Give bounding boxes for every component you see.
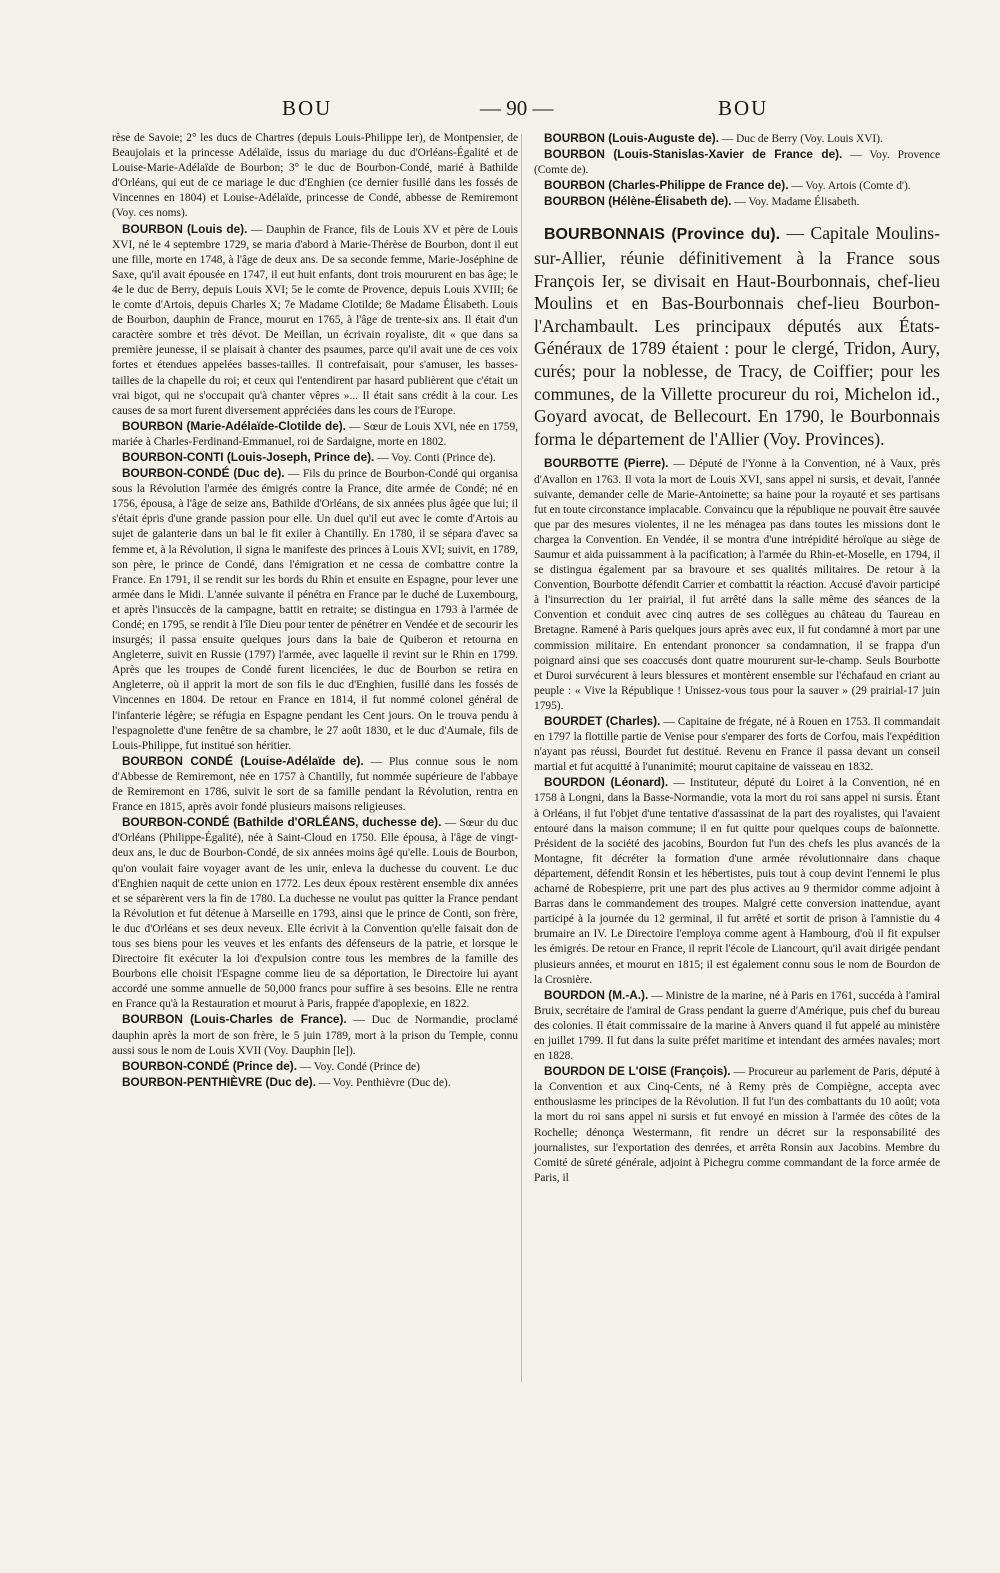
entry-headword: BOURBON-PENTHIÈVRE (Duc de).: [122, 1074, 317, 1089]
entry-marie-adelaide-clotilde: BOURBON (Marie-Adélaïde-Clotilde de). — Sœur de Louis XVI, née en 1759, mariée à Charles-Ferdinand-Emmanuel, roi de Sardaigne, morte en 1802.: [112, 418, 518, 448]
entry-headword: BOURBON (Hélène-Élisabeth de).: [544, 194, 732, 209]
running-head: [0, 96, 1000, 126]
entry-headword: BOURBON (Louis-Auguste de).: [544, 131, 719, 145]
entry-louise-adelaide: BOURBON CONDÉ (Louise-Adélaïde de). — Plus connue sous le nom d'Abbesse de Remiremont, née en 1757 à Chantilly, fut nommée supérieure de l'abbaye de Remiremont en 1786, suivit le sort de sa famille pendant la Révolution, rentra en France en 1815, après avoir fondé plusieurs maisons religieuses.: [112, 753, 518, 814]
entry-headword: BOURBON (Charles-Philippe de France de).: [544, 178, 789, 193]
entry-headword: BOURBON-CONDÉ (Bathilde d'ORLÉANS, duchesse de).: [122, 815, 442, 830]
entry-louis-charles: BOURBON (Louis-Charles de France). — Duc de Normandie, proclamé dauphin après la mort de son frère, le 5 juin 1789, mort à la prison du Temple, connu aussi sous le nom de Louis XVII (Voy. Dauphin [le]).: [112, 1012, 518, 1057]
entry-headword: BOURBOTTE (Pierre).: [544, 456, 669, 471]
entry-headword: BOURDET (Charles).: [544, 714, 661, 728]
entry-headword: BOURBON (Louis de).: [122, 221, 248, 236]
right-column: [534, 131, 940, 1186]
entry-headword: BOURBON (Louis-Charles de France).: [122, 1012, 347, 1027]
entry-headword: BOURBON-CONDÉ (Prince de).: [122, 1058, 298, 1073]
entry-bourbonnais: BOURBONNAIS (Province du). — Capitale Moulins-sur-Allier, réunie définitivement à la France sous François Ier, se divisait en Haut-Bourbonnais, chef-lieu Moulins et en Bas-Bourbonnais chef-lieu Bourbon-l'Archambault. Les principaux députés aux États-Généraux de 1789 étaient : pour le clergé, Tridon, Aury, curés; pour la noblesse, de Tracy, de Coiffier; pour les communes, de la Villette procureur du roi, Michelon id., Goyard avocat, de Bellecourt. En 1790, le Bourbonnais forma le département de l'Allier (Voy. Provinces).: [534, 223, 941, 449]
entry-headword: BOURBONNAIS (Province du).: [544, 226, 781, 244]
entry-headword: BOURBON-CONTI (Louis-Joseph, Prince de).: [122, 449, 375, 464]
entry-louis-stanislas-xavier: BOURBON (Louis-Stanislas-Xavier de France de). — Voy. Provence (Comte de).: [534, 147, 941, 177]
running-head-right: BOU: [718, 96, 769, 120]
entry-bourdon-ma: BOURDON (M.-A.). — Ministre de la marine, né à Paris en 1761, succéda à l'amiral Bruix, secrétaire de l'amiral de Grass pendant la guerre d'Amérique, puis chef du bureau des colonies. Il était commissaire de la marine à Anvers quand il fut appelé au ministère en juillet 1799. Il fut dans la suite préfet maritime et intendant des armées navales; mort en 1828.: [534, 987, 940, 1063]
entry-headword: BOURBON CONDÉ (Louise-Adélaïde de).: [122, 753, 364, 768]
left-column: [112, 131, 518, 1091]
column-divider: [521, 134, 522, 1382]
entry-helene-elisabeth: BOURBON (Hélène-Élisabeth de). — Voy. Madame Élisabeth.: [544, 194, 860, 209]
entry-headword: BOURDON (Léonard).: [544, 775, 669, 790]
entry-louis-auguste: BOURBON (Louis-Auguste de). — Duc de Berry (Voy. Louis XVI).: [544, 131, 883, 145]
entry-bathilde-orleans: BOURBON-CONDÉ (Bathilde d'ORLÉANS, duchesse de). — Sœur du duc d'Orléans (Philippe-Égalité), née à Saint-Cloud en 1750. Elle épousa, à l'âge de vingt-deux ans, le duc de Bourbon-Condé, de six années moins âgé qu'elle. Louis de Bourbon, qu'on voulait faire voyager avant de les unir, enleva la duchesse du couvent. Le duc d'Enghien naquit de cette union en 1772. Les deux époux restèrent ensemble dix années et se séparèrent vers la fin de 1780. La duchesse ne voulut pas quitter la France pendant la Révolution et fut détenue à Marseille en 1793, ainsi que le prince de Conti, son frère, le duc d'Orléans et ses deux neveux. Elle écrivit à la Convention qu'elle faisait don de tous ses biens pour les veuves et les enfants des défenseurs de la patrie, et lorsque le Directoire fit exécuter la loi d'expulsion contre tous les membres de la famille des Bourbons elle choisit l'Espagne comme lieu de sa déportation, le Directoire lui ayant accordé une somme annuelle de 50,000 francs pour suffire à ses besoins. Elle ne rentra en France qu'à la Restauration et mourut à Paris, frappée d'apoplexie, en 1822.: [112, 815, 518, 1011]
entry-bourbon-conde-duc: BOURBON-CONDÉ (Duc de). — Fils du prince de Bourbon-Condé qui organisa sous la Révolution l'armée des émigrés contre la France, dite armée de Condé; né en 1756, épousa, à l'âge de seize ans, Bathilde d'Orléans, de six années plus âgée que lui; il s'était épris d'une grande passion pour elle. Un duel qu'il eut avec le comte d'Artois au sujet de galanterie dans un bal le fit exiler à Chantilly. En 1780, il se sépara d'avec sa femme et, à la Révolution, il signa le manifeste des princes à Louis XVI; suivit, en 1789, son père, le prince de Condé, dans l'émigration et ne cessa de combattre contre la France. En 1791, il se rendit sur les bords du Rhin et ensuite en Espagne, pour lever une armée dans le Midi. L'année suivante il pénétra en France par le duché de Luxembourg, et après l'insuccès de la campagne, battit en retraite; se distingua en 1793 à l'armée de Condé; en 1795, se rendit à l'île Dieu pour tenter de pénétrer en Vendée et de secourir les insurgés; il passa ensuite quelques jours dans la baie de Quiberon et retourna en Angleterre, suivit en Russie (1797) l'armée, avec laquelle il revint sur le Rhin en 1799. Après que les troupes de Condé furent licenciées, le duc de Bourbon se retira en Angleterre, où il apprit la mort de son fils le duc d'Enghien, fusillé dans les fossés de Vincennes en 1804. De retour en France en 1814, il fut nommé colonel général de l'infanterie légère; se réfugia en Espagne pendant les Cent jours. On le trouva pendu à l'espagnolette d'une fenêtre de sa chambre, le 27 août 1830, et le duc d'Aumale, fils de Louis-Philippe, fut institué son héritier.: [112, 466, 518, 752]
running-head-left: BOU: [282, 96, 333, 120]
entry-bourdon-leonard: BOURDON (Léonard). — Instituteur, député du Loiret à la Convention, né en 1758 à Longni, dans la Basse-Normandie, vota la mort du roi sans appel ni sursis. Étant à Orléans, il fut l'objet d'une tentative d'assassinat de la part des royalistes, qui l'avaient entouré dans la maison commune; il en fut quitte pour quelques coups de baïonnette. Président de la société des jacobins, Bourdon fut l'un des chefs les plus avancés de la Montagne, fit décréter la formation d'une armée révolutionnaire dans chaque département, défendit Ronsin et les hébertistes, puis tout à coup devint l'ennemi le plus acharné de Robespierre, prit une part des plus actives au 9 thermidor comme adjoint à Barras dans le commandement des troupes. Malgré cette conversion inattendue, ayant participé à la journée du 12 germinal, il fut arrêté et sortit de prison à l'amnistie du 4 brumaire an IV. Le Directoire l'employa comme agent à Hambourg, d'où il fit expulser les émigrés. De retour en France, il reprit l'école de Liancourt, qu'il avait dirigée pendant plusieurs années, et mourut en 1815; il est également connu sous le nom de Bourdon de la Crosnière.: [534, 775, 940, 986]
entry-bourdon-de-loise: BOURDON DE L'OISE (François). — Procureur au parlement de Paris, député à la Convention et aux Cinq-Cents, né à Remy près de Compiègne, accepta avec enthousiasme les principes de la Révolution. Il fut l'un des combattants du 10 août; vota la mort du roi sans appel ni sursis et fut envoyé en mission à l'armée des côtes de la Rochelle; dénonça Westermann, fit rendre un décret sur la responsabilité des journalistes, sur l'exportation des denrées, et arrêta Ronsin aux Jacobins. Membre du Comité de sûreté générale, adjoint à Pichegru comme commandant de la force armée de Paris, il: [534, 1064, 940, 1184]
entry-headword: BOURDON (M.-A.).: [544, 987, 649, 1002]
entry-headword: BOURBON (Louis-Stanislas-Xavier de France de).: [544, 147, 843, 162]
entry-headword: BOURBON-CONDÉ (Duc de).: [122, 466, 285, 481]
entry-charles-philippe: BOURBON (Charles-Philippe de France de). — Voy. Artois (Comte d').: [544, 178, 911, 193]
entry-bourdet: BOURDET (Charles). — Capitaine de frégate, né à Rouen en 1753. Il commandait en 1797 la flottille partie de Venise pour s'emparer des forts de Corfou, mais l'expédition n'ayant pas réussi, Bourdet fut destitué. Revenu en France il passa devant un conseil martial et fut acquitté à l'unanimité; mourut capitaine de vaisseau en 1832.: [534, 714, 940, 774]
entry-bourbon-penthievre: BOURBON-PENTHIÈVRE (Duc de). — Voy. Penthièvre (Duc de).: [122, 1074, 451, 1089]
entry-headword: BOURBON (Marie-Adélaïde-Clotilde de).: [122, 418, 346, 433]
entry-bourbotte: BOURBOTTE (Pierre). — Député de l'Yonne à la Convention, né à Vaux, près d'Avallon en 1763. Il vota la mort de Louis XVI, sans appel ni sursis, et devait, l'année suivante, demander celle de Marie-Antoinette; sa haine pour la royauté et ses partisans fut en toute circonstance implacable. Convaincu que la république ne pouvait être sauvée que par des mesures violentes, il ne les ménagea pas dans toutes les missions dont le chargea la Convention. En Vendée, il se montra d'une intrépidité héroïque au siège de Saumur et aida puissamment à la pacification; à l'armée du Rhin-et-Moselle, en 1794, il se distingua également par sa bravoure et ses qualités militaires. De retour à la Convention, Bourbotte défendit Carrier et combattit la réaction. Accusé d'avoir participé à l'insurrection du 1er prairial, il fut arrêté dans la salle même des séances de la Convention et conduit avec cinq autres de ses collègues au château du Taureau en Bretagne. Ramené à Paris quelques jours après avec eux, il fut condamné à mort par une commission militaire. En entendant prononcer sa condamnation, il se frappa d'un poignard ainsi que ses coaccusés dont quatre moururent sur-le-champ. Seuls Bourbotte et Duroi survécurent à leurs blessures et montèrent ensemble sur l'échafaud en criant au peuple : « Vive la République ! Unissez-vous tous pour la sauver » (29 prairial-17 juin 1795).: [534, 456, 940, 712]
entry-headword: BOURDON DE L'OISE (François).: [544, 1064, 731, 1079]
entry-continuation: rèse de Savoie; 2° les ducs de Chartres (depuis Louis-Philippe Ier), de Montpensier, de Beaujolais et la princesse Adélaïde, issus du mariage du duc d'Orléans-Égalité et de Louise-Marie-Adélaïde de Bourbon; 3° le duc de Bourbon-Condé, marié à Bathilde d'Orléans, qui eut de ce mariage le duc d'Enghien (ce dernier fusillé dans les fossés de Vincennes en 1804) et Louise-Adélaïde, princesse de Condé, abbesse de Remiremont (Voy. ces noms).: [112, 132, 518, 220]
entry-bourbon-conti: BOURBON-CONTI (Louis-Joseph, Prince de). — Voy. Conti (Prince de).: [122, 449, 496, 464]
page-number: — 90 —: [480, 96, 554, 120]
entry-bourbon-conde-prince: BOURBON-CONDÉ (Prince de). — Voy. Condé (Prince de): [122, 1058, 420, 1073]
entry-louis-de-bourbon: BOURBON (Louis de). — Dauphin de France, fils de Louis XV et père de Louis XVI, né le 4 septembre 1729, se maria d'abord à Marie-Thérèse de Bourbon, dont il eut une fille, morte en 1748, à l'âge de deux ans. De sa seconde femme, Marie-Joséphine de Saxe, qu'il avait épousée en 1747, il eut huit enfants, dont trois moururent en bas âge; le 4e le duc de Berry, depuis Louis XVI; 5e le comte de Provence, depuis Louis XVIII; 6e le comte d'Artois, depuis Charles X; 7e Madame Clotilde; 8e Madame Élisabeth. Louis de Bourbon, dauphin de France, mourut en 1765, à l'âge de trente-six ans. Il était d'un caractère sombre et très dévot. De Meillan, un écrivain royaliste, dit « que dans sa première jeunesse, il se plaisait à chanter des psaumes, parce qu'il avait une de ces voix fortes et étendues appelées basses-tailles. Il contrefaisait, pour s'amuser, les basses-tailles de la chapelle du roi; et ceux qui l'entendirent par hasard publièrent que c'était un vrai bigot, qui ne s'occupait qu'à chanter vêpres »... Il était sans crédit à la cour. Les causes de sa mort furent diversement appréciées dans les cours de l'Europe.: [112, 221, 518, 417]
